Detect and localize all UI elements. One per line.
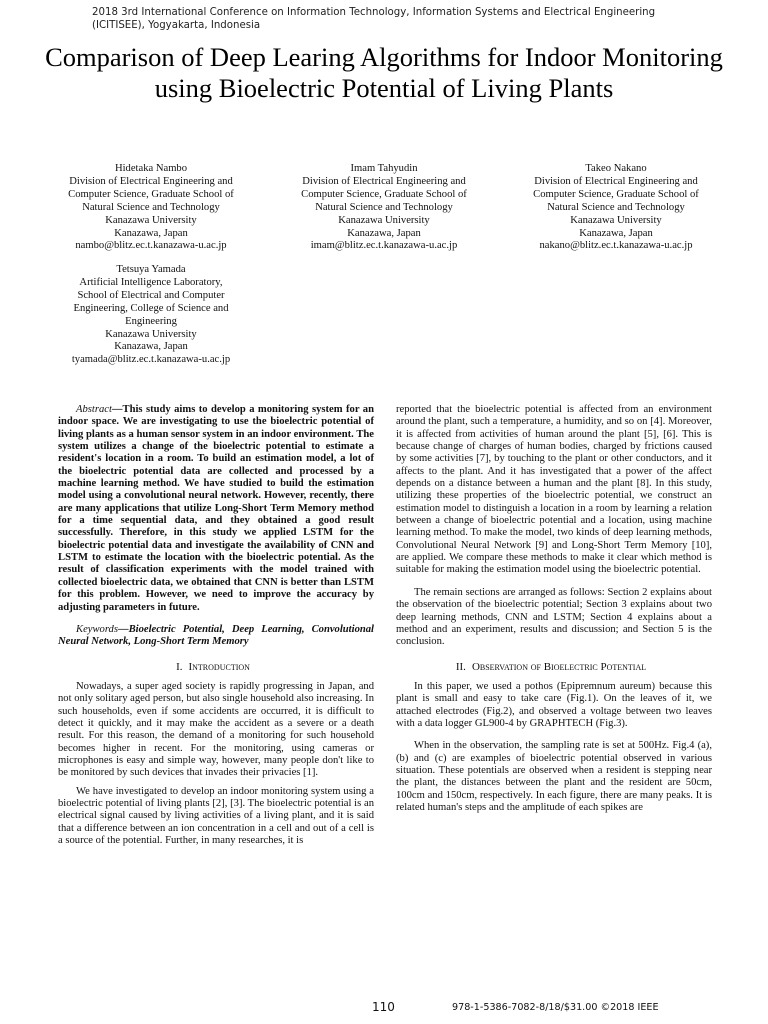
- author-affiliation-line: Artificial Intelligence Laboratory,: [79, 276, 223, 288]
- author-email: tyamada@blitz.ec.t.kanazawa-u.ac.jp: [71, 354, 231, 366]
- abstract-text: —This study aims to develop a monitoring system for an indoor space. We are investigating to use the bioelectric potential of living plants as a human sensor system in an indoor environment. The system utilizes a change of the bioelectric potential to estimate a resident's location in a room. To build an estimation model, a lot of the bioelectric potential data are collected and processed by a machine learning method. We have studied to build the estimation model using a convolutional neural network. However, recently, there are many applications that utilize Long-Short Term Memory method for a time sequential data, and they obtained a good result successfully. Therefore, in this study we applied LSTM for the bioelectric potential data and investigate the availability of CNN and LSTM to estimate the location with the bioelectric potential. As the result of classification experiments with the model trained with collected bioelectric data, we obtained that CNN is better than LSTM for this problem. However, we need to improve the accuracy by adjusting parameters in future.: [58, 404, 374, 613]
- body-paragraph: When in the observation, the sampling rate is set at 500Hz. Fig.4 (a), (b) and (c) are examples of bioelectric potential observed in various situation. These potentials are observed when a resident is stepping near the plant, the distances between the plant and the resident are 50cm, 100cm and 150cm, respectively. In each figure, there are many peaks. It is related human's steps and the amplitude of each spikes are: [396, 740, 712, 813]
- author-affiliation-line: Kanazawa University: [570, 214, 662, 226]
- author-affiliation-line: Natural Science and Technology: [547, 201, 685, 213]
- section-heading-observation: [396, 661, 712, 673]
- author-affiliation-line: Kanazawa University: [105, 328, 197, 340]
- author-affiliation-line: Kanazawa, Japan: [114, 341, 188, 353]
- author-affiliation-line: Computer Science, Graduate School of: [68, 188, 234, 200]
- author-affiliation-line: Kanazawa University: [105, 214, 197, 226]
- author-email: nambo@blitz.ec.t.kanazawa-u.ac.jp: [75, 240, 227, 252]
- author-affiliation-line: Computer Science, Graduate School of: [533, 188, 699, 200]
- section-number: II.: [455, 660, 466, 673]
- body-paragraph: The remain sections are arranged as follows: Section 2 explains about the observation of the bioelectric potential; Section 3 explains about two deep learning methods, CNN and LSTM; Section 4 explains about a method and an experiment, results and discussion; and Section 5 is the conclusion.: [396, 586, 712, 648]
- author-block-1: [36, 163, 266, 253]
- body-paragraph: Nowadays, a super aged society is rapidly progressing in Japan, and not only solitary aged person, but also single household also increasing. In such households, even if some accidents are occurred, it is difficult to detect it quickly, and it may make the accident as a severe or a death result. For this reason, the demand of a monitoring for such household becomes higher in recent. For the monitoring, using cameras or microphones is easy and simple way, however, many people don't like to be monitored by such devices that invades their privacies [1].: [58, 680, 374, 779]
- section-title: Introduction: [188, 660, 250, 673]
- author-affiliation-line: Kanazawa University: [338, 214, 430, 226]
- author-block-3: [501, 163, 731, 253]
- keywords-text: —Bioelectric Potential, Deep Learning, Convolutional Neural Network, Long-Short Term Memory: [58, 623, 374, 648]
- section-heading-introduction: [58, 661, 374, 673]
- section-number: I.: [176, 660, 183, 673]
- conference-header: 2018 3rd International Conference on Information Technology, Information Systems and Electrical Engineering (ICITISEE), Yogyakarta, Indonesia: [92, 7, 656, 31]
- author-affiliation-line: Natural Science and Technology: [82, 201, 220, 213]
- body-paragraph: In this paper, we used a pothos (Epipremnum aureum) because this plant is small and easy to take care (Fig.1). On the leaves of it, we attached electrodes (Fig.2), and observed a voltage between two leaves with a data logger GL900-4 by GRAPHTECH (Fig.3).: [396, 680, 712, 729]
- author-name: Hidetaka Nambo: [114, 163, 188, 174]
- author-affiliation-line: Kanazawa, Japan: [347, 227, 421, 239]
- author-affiliation-line: Engineering: [125, 315, 177, 327]
- abstract-lead: Abstract: [76, 404, 112, 415]
- left-column: [58, 404, 374, 847]
- author-affiliation-line: Kanazawa, Japan: [579, 227, 653, 239]
- body-paragraph: reported that the bioelectric potential is affected from an environment around the plant, such a temperature, a humidity, and so on [4]. Moreover, it is affected from activities of human around the plant [5], [6]. This is because change of charges of human bodies, charged by frictions caused by some activities [7], by touching to the plant or other conductors, and it affects to the plant. And it has investigated that a power of the affect depends on a distance between a human and the plant [8]. In this study, utilizing these properties of the bioelectric potential, we construct an estimation model to distinguish a location in a room by learning a relation between a change of bioelectric potential and a location, using machine learning method. To make the model, two kinds of deep learning methods, Convolutional Neural Network [9] and Long-Short Term Memory [10], are applied. We compare these methods to make it clear which method is suitable for making the estimation model using the bioelectric potential.: [396, 404, 712, 576]
- isbn-copyright: 978-1-5386-7082-8/18/$31.00 ©2018 IEEE: [452, 1002, 659, 1013]
- paper-title: Comparison of Deep Learing Algorithms for Indoor Monitoring using Bioelectric Potential of Living Plants: [45, 42, 723, 103]
- author-email: nakano@blitz.ec.t.kanazawa-u.ac.jp: [539, 240, 693, 252]
- author-block-4: [36, 264, 266, 367]
- author-affiliation-line: Division of Electrical Engineering and: [69, 175, 233, 187]
- author-affiliation-line: Division of Electrical Engineering and: [302, 175, 466, 187]
- author-name: Takeo Nakano: [585, 163, 647, 174]
- section-title: Observation of Bioelectric Potential: [471, 660, 647, 673]
- right-column: [396, 404, 712, 814]
- author-block-2: [269, 163, 499, 253]
- author-affiliation-line: School of Electrical and Computer: [77, 289, 225, 301]
- author-affiliation-line: Natural Science and Technology: [315, 201, 453, 213]
- author-affiliation-line: Division of Electrical Engineering and: [534, 175, 698, 187]
- author-email: imam@blitz.ec.t.kanazawa-u.ac.jp: [310, 240, 458, 252]
- page-number: 110: [372, 1000, 395, 1014]
- body-paragraph: We have investigated to develop an indoor monitoring system using a bioelectric potential of living plants [2], [3]. The bioelectric potential is an electrical signal caused by living activities of a living plant, and it is said that a difference between an ion concentration in a cell and out of a cell is a source of the potential. Further, in many researches, it is: [58, 785, 374, 846]
- author-affiliation-line: Computer Science, Graduate School of: [301, 188, 467, 200]
- author-affiliation-line: Kanazawa, Japan: [114, 227, 188, 239]
- author-affiliation-line: Engineering, College of Science and: [73, 302, 229, 314]
- keywords-paragraph: [58, 624, 374, 649]
- abstract-paragraph: [58, 404, 374, 614]
- author-name: Tetsuya Yamada: [116, 264, 186, 275]
- keywords-lead: Keywords: [76, 623, 118, 635]
- author-name: Imam Tahyudin: [350, 163, 418, 174]
